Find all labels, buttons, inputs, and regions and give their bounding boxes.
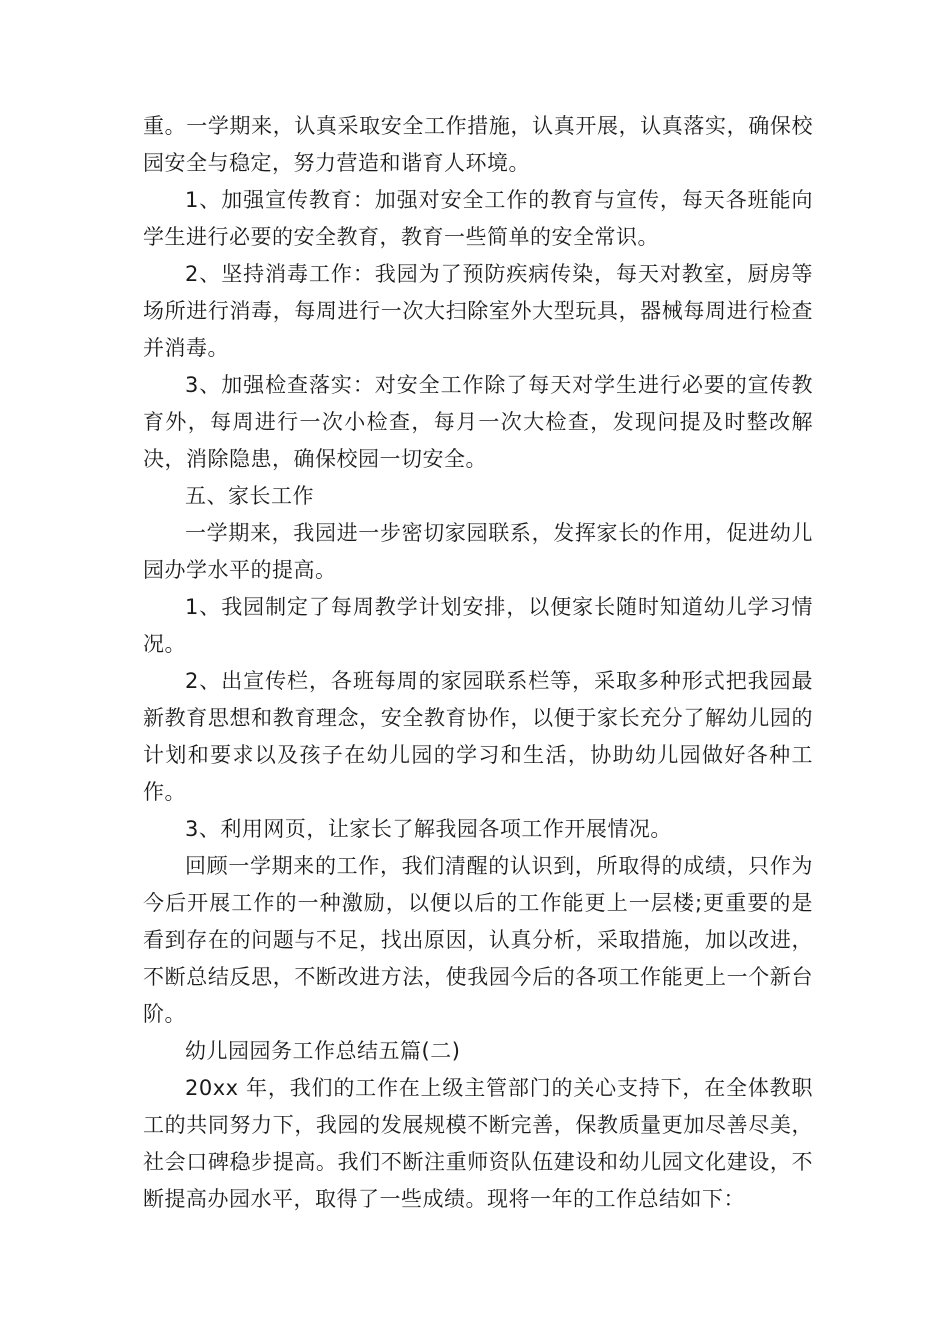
- paragraph-inspection: 3、加强检查落实：对安全工作除了每天对学生进行必要的宣传教育外，每周进行一次小检查，每月一次大检查，发现问提及时整改解决，消除隐患，确保校园一切安全。: [143, 373, 813, 471]
- paragraph-website: 3、利用网页，让家长了解我园各项工作开展情况。: [185, 817, 672, 841]
- section-heading-part-two: 幼儿园园务工作总结五篇(二): [185, 1039, 461, 1063]
- paragraph-disinfection: 2、坚持消毒工作：我园为了预防疾病传染，每天对教室，厨房等场所进行消毒，每周进行一次大扫除室外大型玩具，器械每周进行检查并消毒。: [143, 262, 813, 360]
- paragraph-parents-intro: 一学期来，我园进一步密切家园联系，发挥家长的作用，促进幼儿园办学水平的提高。: [143, 521, 813, 582]
- section-heading-parents: 五、家长工作: [185, 484, 314, 508]
- document-body: [143, 108, 813, 1218]
- paragraph-year-summary: 20xx 年，我们的工作在上级主管部门的关心支持下，在全体教职工的共同努力下，我园的发展规模不断完善，保教质量更加尽善尽美，社会口碑稳步提高。我们不断注重师资队伍建设和幼儿园文化建设，不断提高办园水平，取得了一些成绩。现将一年的工作总结如下：: [143, 1076, 813, 1211]
- paragraph-safety-intro: 重。一学期来，认真采取安全工作措施，认真开展，认真落实，确保校园安全与稳定，努力营造和谐育人环境。: [143, 114, 813, 175]
- paragraph-weekly-plan: 1、我园制定了每周教学计划安排，以便家长随时知道幼儿学习情况。: [143, 595, 813, 656]
- paragraph-bulletin-board: 2、出宣传栏，各班每周的家园联系栏等，采取多种形式把我园最新教育思想和教育理念，安全教育协作，以便于家长充分了解幼儿园的计划和要求以及孩子在幼儿园的学习和生活，协助幼儿园做好各种工作。: [143, 669, 813, 804]
- paragraph-publicity-education: 1、加强宣传教育：加强对安全工作的教育与宣传，每天各班能向学生进行必要的安全教育，教育一些简单的安全常识。: [143, 188, 813, 249]
- paragraph-review: 回顾一学期来的工作，我们清醒的认识到，所取得的成绩，只作为今后开展工作的一种激励，以便以后的工作能更上一层楼;更重要的是看到存在的问题与不足，找出原因，认真分析，采取措施，加以改进，不断总结反思，不断改进方法，使我园今后的各项工作能更上一个新台阶。: [143, 854, 813, 1026]
